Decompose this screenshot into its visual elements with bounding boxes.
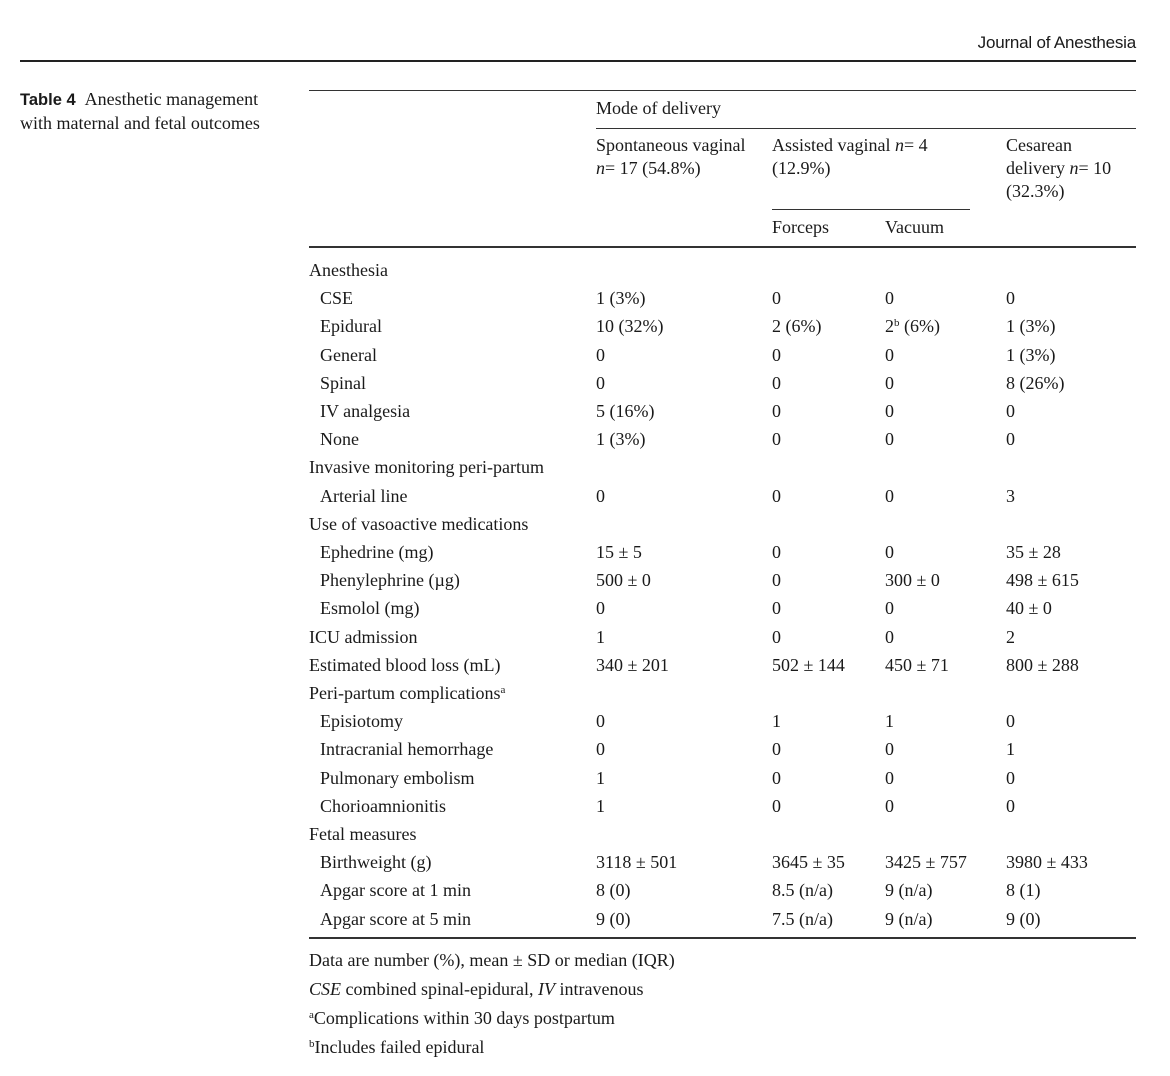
cell-value: 1 (3%) xyxy=(596,429,646,450)
cell-value: 1 xyxy=(772,711,781,732)
row-label xyxy=(320,710,403,733)
table-cell xyxy=(596,597,605,620)
cell-value: 1 xyxy=(596,767,605,788)
table-cell xyxy=(772,315,821,338)
cell-value: 2 xyxy=(1006,626,1015,647)
row-label-text: Epidural xyxy=(320,316,382,337)
cell-value: 0 xyxy=(1006,795,1015,816)
cell-value: 0 xyxy=(596,344,605,365)
row-label-text: IV analgesia xyxy=(320,401,411,421)
spontaneous-line1: Spontaneous vaginal xyxy=(596,135,746,155)
table-cell xyxy=(772,851,845,874)
row-label-text: Estimated blood loss (mL) xyxy=(309,654,501,675)
caption-text: Anesthetic management with maternal and fetal outcomes xyxy=(20,89,260,133)
row-label xyxy=(320,795,446,818)
row-label xyxy=(309,682,505,705)
row-label-text: Peri-partum complications xyxy=(309,683,501,703)
row-label xyxy=(320,541,433,564)
footnote-a-marker: a xyxy=(309,1009,314,1021)
table-cell xyxy=(772,428,781,451)
row-label-text: Invasive monitoring peri-partum xyxy=(309,457,544,478)
cell-value: 0 xyxy=(772,739,781,760)
cell-value: 0 xyxy=(772,372,781,393)
cell-value: 0 xyxy=(772,598,781,619)
cell-value: 2 (6%) xyxy=(772,316,822,337)
forceps-header: Forceps xyxy=(772,217,829,237)
cell-value: 3645 ± 35 xyxy=(772,852,845,873)
row-label xyxy=(320,400,410,423)
cell-value: 450 ± 71 xyxy=(885,654,949,675)
row-label xyxy=(320,738,493,761)
cell-value: 300 ± 0 xyxy=(885,570,940,591)
cell-value: 0 xyxy=(772,485,781,506)
row-label-text: CSE xyxy=(320,288,354,309)
table-cell xyxy=(772,485,781,508)
table-cell xyxy=(885,287,894,310)
cell-value: 40 ± 0 xyxy=(1006,598,1052,619)
table-cell xyxy=(596,851,677,874)
table-cell xyxy=(885,654,949,677)
cell-value: 1 (3%) xyxy=(1006,344,1056,365)
cell-value: 9 (n/a) xyxy=(885,908,933,929)
cell-value: 1 xyxy=(596,626,605,647)
row-label-text: Chorioamnionitis xyxy=(320,795,446,816)
table-bottom-rule xyxy=(309,937,1136,939)
cell-value: 0 xyxy=(1006,429,1015,450)
footnote-marker: a xyxy=(500,684,506,696)
cell-value: 0 xyxy=(596,598,605,619)
table-cell xyxy=(1006,795,1015,818)
row-label xyxy=(309,626,418,649)
row-label-text: Intracranial hemorrhage xyxy=(320,739,494,760)
row-label-text: Apgar score at 1 min xyxy=(320,880,471,901)
table-cell xyxy=(1006,851,1088,874)
row-label-text: Esmolol (mg) xyxy=(320,598,420,619)
cell-value: 0 xyxy=(772,626,781,647)
row-label xyxy=(320,428,359,451)
row-label-text: Use of vasoactive medications xyxy=(309,513,529,534)
table-cell xyxy=(885,372,894,395)
table-cell xyxy=(596,569,651,592)
table-cell xyxy=(1006,879,1041,902)
assisted-line2: (12.9%) xyxy=(772,158,831,178)
cell-value: 8 (0) xyxy=(596,880,631,901)
table-cell xyxy=(885,597,894,620)
table-cell xyxy=(772,400,781,423)
cell-value: 9 (0) xyxy=(1006,908,1041,929)
table-cell xyxy=(596,654,669,677)
table-cell xyxy=(596,908,631,931)
header-bottom-rule xyxy=(309,246,1136,248)
cell-value: 0 xyxy=(1006,711,1015,732)
cell-value: 0 xyxy=(772,401,781,421)
table-label: Table 4 xyxy=(20,91,76,109)
mode-rule xyxy=(596,128,1136,129)
cell-value: 0 xyxy=(885,288,894,309)
footnote-cse-def: combined spinal-epidural, xyxy=(341,979,538,999)
cell-value: 10 (32%) xyxy=(596,316,664,337)
row-label xyxy=(320,344,377,367)
table-cell xyxy=(772,372,781,395)
row-label xyxy=(320,485,407,508)
cell-value: 15 ± 5 xyxy=(596,542,642,562)
table-cell xyxy=(885,738,894,761)
row-label xyxy=(309,456,544,479)
row-label-text: Fetal measures xyxy=(309,824,417,844)
cell-value: 8 (1) xyxy=(1006,880,1041,901)
cell-value: 0 xyxy=(772,542,781,562)
cell-value: 2 xyxy=(885,316,894,337)
cesarean-line3: (32.3%) xyxy=(1006,181,1065,201)
table-cell xyxy=(1006,485,1015,508)
table-cell xyxy=(885,795,894,818)
footnote-cse-abbr: CSE xyxy=(309,979,342,999)
footnote-a-text: Complications within 30 days postpartum xyxy=(313,1008,615,1028)
cell-value: 0 xyxy=(596,485,605,506)
footnote-iv-def: intravenous xyxy=(554,979,644,999)
row-label xyxy=(309,513,528,536)
table-cell xyxy=(1006,400,1015,423)
cell-value: 7.5 (n/a) xyxy=(772,908,833,929)
cell-value: 0 xyxy=(772,795,781,816)
table-cell xyxy=(885,710,894,733)
row-label xyxy=(309,823,416,846)
table-caption xyxy=(20,88,290,134)
table-top-rule xyxy=(309,90,1136,91)
cell-value: 0 xyxy=(1006,401,1015,421)
cell-value: 3425 ± 757 xyxy=(885,852,967,873)
footnote-b xyxy=(309,1036,484,1059)
table-cell xyxy=(772,767,781,790)
cell-value: 5 (16%) xyxy=(596,401,655,421)
table-cell xyxy=(1006,597,1052,620)
table-cell xyxy=(885,851,967,874)
table-cell xyxy=(885,541,894,564)
table-cell xyxy=(772,541,781,564)
table-cell xyxy=(885,626,894,649)
cell-value: 1 (3%) xyxy=(1006,316,1056,337)
row-label xyxy=(320,569,460,592)
cell-value: 35 ± 28 xyxy=(1006,542,1061,562)
footnote-marker: b xyxy=(894,317,900,330)
cesarean-line1: Cesarean xyxy=(1006,135,1072,155)
table-cell xyxy=(1006,738,1015,761)
table-cell xyxy=(885,400,894,423)
row-label-text: Episiotomy xyxy=(320,711,404,732)
table-cell xyxy=(772,879,833,902)
journal-name: Journal of Anesthesia xyxy=(977,33,1136,52)
row-label xyxy=(320,372,366,395)
assisted-line1: Assisted vaginal xyxy=(772,135,895,155)
table-cell xyxy=(1006,767,1015,790)
cell-value: 800 ± 288 xyxy=(1006,654,1079,675)
cell-value: 498 ± 615 xyxy=(1006,570,1079,591)
cesarean-header xyxy=(1006,134,1111,203)
cell-value: 0 xyxy=(1006,767,1015,788)
cell-value: 1 xyxy=(885,711,894,732)
table-cell xyxy=(596,485,605,508)
cell-value: 8.5 (n/a) xyxy=(772,880,833,901)
cell-value: 500 ± 0 xyxy=(596,570,651,591)
table-cell xyxy=(772,654,845,677)
table-cell xyxy=(596,287,645,310)
table-cell xyxy=(885,767,894,790)
table-cell xyxy=(1006,428,1015,451)
assisted-header xyxy=(772,134,928,180)
spontaneous-count: = 17 (54.8%) xyxy=(605,158,701,178)
footnote-a xyxy=(309,1007,615,1030)
cell-value: 0 xyxy=(772,570,781,591)
cell-value: 0 xyxy=(885,372,894,393)
spontaneous-header xyxy=(596,134,745,180)
cell-value: 0 xyxy=(596,711,605,732)
table-cell xyxy=(596,710,605,733)
cell-value: 0 xyxy=(772,344,781,365)
table-cell xyxy=(1006,569,1079,592)
table-cell xyxy=(596,626,605,649)
assisted-rule xyxy=(772,209,970,210)
cell-value: 9 (n/a) xyxy=(885,880,933,901)
row-label xyxy=(320,851,431,874)
table-cell xyxy=(596,541,642,564)
row-label-text: Spinal xyxy=(320,372,367,393)
table-cell xyxy=(772,710,781,733)
assisted-n: n xyxy=(895,135,904,155)
row-label-text: Ephedrine (mg) xyxy=(320,542,434,562)
row-label-text: Birthweight (g) xyxy=(320,852,432,873)
cell-value: 0 xyxy=(772,288,781,309)
table-cell xyxy=(596,738,605,761)
table-cell xyxy=(1006,541,1061,564)
cell-value: 1 (3%) xyxy=(596,288,646,309)
assisted-count: = 4 xyxy=(904,135,928,155)
table-cell xyxy=(1006,372,1064,395)
cell-value: 0 xyxy=(772,767,781,788)
cell-value: 0 xyxy=(885,429,894,450)
row-label-text: None xyxy=(320,429,359,450)
table-cell xyxy=(885,428,894,451)
table-cell xyxy=(772,344,781,367)
table-cell xyxy=(885,569,940,592)
table-cell xyxy=(885,908,932,931)
row-label-text: ICU admission xyxy=(309,626,418,647)
cell-value: 3 xyxy=(1006,485,1015,506)
table-cell xyxy=(885,879,932,902)
cell-value: 8 (26%) xyxy=(1006,372,1065,393)
footnote-b-marker: b xyxy=(309,1038,315,1050)
footnote-data-format: Data are number (%), mean ± SD or median (IQR) xyxy=(309,950,675,970)
cell-value: 0 xyxy=(885,598,894,619)
row-label xyxy=(320,767,475,790)
table-cell xyxy=(772,908,833,931)
cell-value: 340 ± 201 xyxy=(596,654,669,675)
cell-value: 0 xyxy=(596,372,605,393)
table-cell xyxy=(772,738,781,761)
table-cell xyxy=(596,400,654,423)
cell-value: 0 xyxy=(772,429,781,450)
row-label xyxy=(320,597,420,620)
row-label xyxy=(309,259,388,282)
cell-value: 3118 ± 501 xyxy=(596,852,678,873)
cell-value: 0 xyxy=(1006,288,1015,309)
header-rule xyxy=(20,60,1136,62)
cell-value: 9 (0) xyxy=(596,908,631,929)
cell-value: 1 xyxy=(1006,739,1015,760)
cesarean-line2: delivery xyxy=(1006,158,1070,178)
table-cell xyxy=(772,795,781,818)
table-cell xyxy=(596,767,605,790)
row-label-text: Pulmonary embolism xyxy=(320,767,475,788)
row-label xyxy=(320,908,471,931)
table-cell xyxy=(772,569,781,592)
footnote-iv-abbr: IV xyxy=(537,979,555,999)
row-label-text: General xyxy=(320,344,377,365)
spontaneous-n: n xyxy=(596,158,605,178)
cell-value: 0 xyxy=(885,767,894,788)
cell-value: 0 xyxy=(885,542,894,562)
cell-value: 1 xyxy=(596,795,605,816)
cell-value: 0 xyxy=(885,626,894,647)
cell-value: 0 xyxy=(885,739,894,760)
row-label-text: Arterial line xyxy=(320,485,408,506)
table-cell xyxy=(885,344,894,367)
cesarean-count: = 10 xyxy=(1078,158,1112,178)
table-cell xyxy=(772,626,781,649)
row-label xyxy=(320,879,471,902)
vacuum-header: Vacuum xyxy=(885,217,944,237)
table-cell xyxy=(596,428,645,451)
table-cell xyxy=(885,485,894,508)
row-label xyxy=(309,654,500,677)
table-cell xyxy=(885,315,940,338)
table-cell xyxy=(596,879,631,902)
mode-of-delivery-header: Mode of delivery xyxy=(596,98,721,118)
row-label-text: Phenylephrine (µg) xyxy=(320,570,460,591)
row-label-text: Anesthesia xyxy=(309,260,388,280)
cell-value: 0 xyxy=(596,739,605,760)
table-cell xyxy=(1006,315,1055,338)
cell-value: 0 xyxy=(885,795,894,816)
table-cell xyxy=(1006,654,1079,677)
footnote-abbreviations xyxy=(309,978,643,1001)
cell-value: 0 xyxy=(885,485,894,506)
cell-value: 502 ± 144 xyxy=(772,654,845,675)
row-label xyxy=(320,315,382,338)
table-cell xyxy=(1006,626,1015,649)
table-cell xyxy=(596,795,605,818)
footnote-b-text: Includes failed epidural xyxy=(314,1037,485,1057)
row-label xyxy=(320,287,353,310)
table-cell xyxy=(1006,287,1015,310)
table-cell xyxy=(596,344,605,367)
cell-value: 3980 ± 433 xyxy=(1006,852,1088,873)
row-label-text: Apgar score at 5 min xyxy=(320,908,471,929)
table-cell xyxy=(1006,710,1015,733)
cell-value-suffix: (6%) xyxy=(899,316,940,337)
table-cell xyxy=(772,287,781,310)
table-cell xyxy=(772,597,781,620)
table-cell xyxy=(596,372,605,395)
cesarean-n: n xyxy=(1069,158,1079,178)
table-cell xyxy=(1006,344,1055,367)
cell-value: 0 xyxy=(885,401,894,421)
table-cell xyxy=(596,315,663,338)
cell-value: 0 xyxy=(885,344,894,365)
table-cell xyxy=(1006,908,1041,931)
